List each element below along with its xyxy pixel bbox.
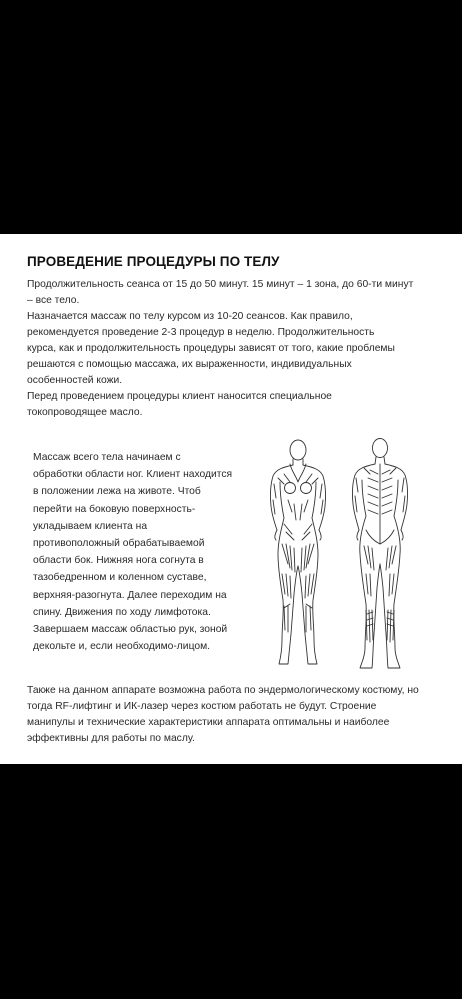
text-line: декольте и, если необходимо-лицом. [33,641,211,653]
text-line: Завершаем массаж областью рук, зоной [33,624,228,636]
text-line: верхняя-разогнута. Далее переходим на [33,589,227,601]
text-line: перейти на боковую поверхность- [33,503,196,515]
text-line: Продолжительность сеанса от 15 до 50 минут. 15 минут – 1 зона, до 60-ти минут [27,279,414,290]
text-line: – все тело. [27,295,80,306]
text-line: особенностей кожи. [27,375,123,386]
text-line: тазобедренном и коленном суставе, [33,572,207,584]
text-line: рекомендуется проведение 2-3 процедур в неделю. Продолжительность [27,327,375,338]
text-line: Массаж всего тела начинаем с [33,452,181,463]
text-line: противоположный обрабатываемой [33,538,205,550]
text-line: эффективны для работы по маслу. [27,733,195,744]
text-line: укладываем клиента на [33,520,148,532]
back-figure-icon [352,439,407,669]
text-line: Также на данном аппарате возможна работа по эндермологическому костюму, но [27,685,419,696]
text-line: тогда RF-лифтинг и ИК-лазер через костюм работать не будут. Строение [27,701,377,712]
bottom-paragraph [27,683,452,747]
text-line: обработки области ног. Клиент находится [33,469,233,481]
body-massage-lines-icon [262,434,420,670]
text-line: манипулы и технические характеристики аппарата оптимальны и наиболее [27,717,390,728]
text-line: Назначается массаж по телу курсом из 10-20 сеансов. Как правило, [27,311,353,322]
text-line: Перед проведением процедуры клиент наносится специальное [27,391,332,402]
intro-paragraph [27,277,452,421]
procedure-description [33,449,253,655]
document-page [0,234,462,764]
text-line: токопроводящее масло. [27,407,143,418]
text-line: курса, как и продолжительность процедуры зависят от того, какие проблемы [27,343,395,354]
text-line: спину. Движения по ходу лимфотока. [33,606,211,618]
text-line: решаются с помощью массажа, их выраженности, индивидуальных [27,359,352,370]
front-figure-icon [270,440,325,664]
section-title: ПРОВЕДЕНИЕ ПРОЦЕДУРЫ ПО ТЕЛУ [27,254,280,269]
text-line: в положении лежа на животе. Чтоб [33,486,201,498]
text-line: области бок. Нижняя нога согнута в [33,555,204,567]
